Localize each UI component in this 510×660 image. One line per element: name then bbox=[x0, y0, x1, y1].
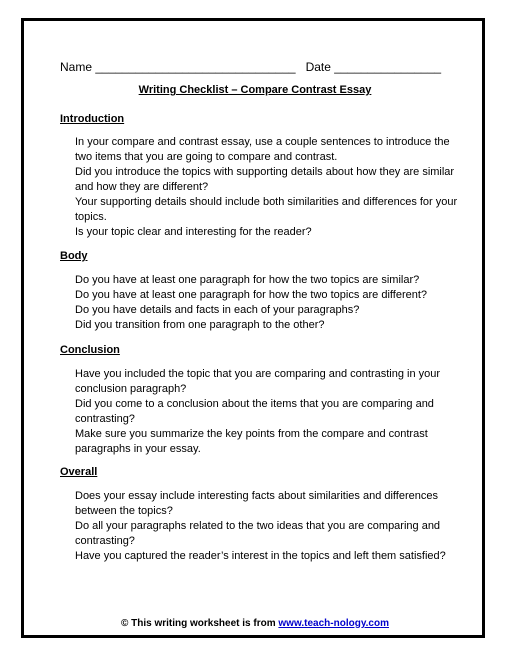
footer-text: © This writing worksheet is from bbox=[121, 618, 279, 629]
footer bbox=[0, 618, 510, 629]
section-heading-overall: Overall bbox=[60, 466, 98, 478]
list-item: Make sure you summarize the key points from the compare and contrast paragraphs in your essay. bbox=[75, 428, 428, 455]
list-item: Did you come to a conclusion about the items that you are comparing and contrasting? bbox=[75, 398, 434, 425]
section-heading-conclusion: Conclusion bbox=[60, 344, 120, 356]
list-item: Did you transition from one paragraph to the other? bbox=[75, 319, 325, 331]
overall-list bbox=[75, 489, 465, 564]
list-item: Does your essay include interesting facts about similarities and differences between the topics? bbox=[75, 490, 438, 517]
list-item: Your supporting details should include both similarities and differences for your topics. bbox=[75, 196, 458, 223]
list-item: Did you introduce the topics with supporting details about how they are similar and how they are different? bbox=[75, 166, 455, 193]
conclusion-list bbox=[75, 367, 465, 457]
name-blank: ______________________________ bbox=[95, 60, 296, 74]
section-heading-introduction: Introduction bbox=[60, 113, 125, 125]
list-item: Do all your paragraphs related to the two ideas that you are comparing and contrasting? bbox=[75, 520, 441, 547]
footer-link[interactable]: www.teach-nology.com bbox=[278, 618, 389, 629]
body-list bbox=[75, 273, 465, 333]
name-label: Name bbox=[60, 60, 93, 74]
date-label: Date bbox=[305, 60, 331, 74]
page-title: Writing Checklist – Compare Contrast Essay bbox=[138, 84, 372, 96]
list-item: Have you included the topic that you are comparing and contrasting in your conclusion paragraph? bbox=[75, 368, 441, 395]
date-blank: ________________ bbox=[334, 60, 442, 74]
list-item: In your compare and contrast essay, use a couple sentences to introduce the two items that you are going to compare and contrast. bbox=[75, 136, 450, 163]
name-date-line bbox=[60, 60, 460, 74]
list-item: Is your topic clear and interesting for the reader? bbox=[75, 226, 312, 238]
list-item: Have you captured the reader’s interest in the topics and left them satisfied? bbox=[75, 550, 446, 562]
list-item: Do you have details and facts in each of your paragraphs? bbox=[75, 304, 360, 316]
section-heading-body: Body bbox=[60, 250, 88, 262]
list-item: Do you have at least one paragraph for how the two topics are similar? bbox=[75, 274, 420, 286]
introduction-list bbox=[75, 135, 465, 240]
list-item: Do you have at least one paragraph for how the two topics are different? bbox=[75, 289, 428, 301]
